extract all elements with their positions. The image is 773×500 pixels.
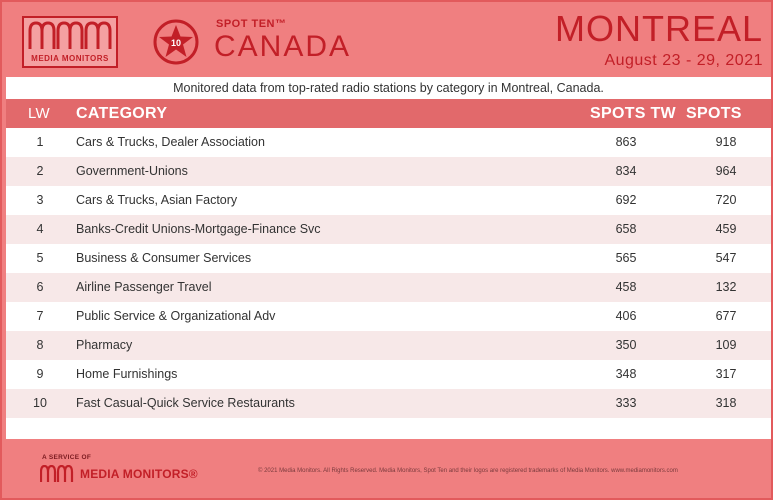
category-cell: Banks-Credit Unions-Mortgage-Finance Svc — [76, 222, 321, 236]
spot-ten-label: SPOT TEN™ — [216, 18, 287, 30]
category-cell: Home Furnishings — [76, 367, 178, 381]
category-cell: Cars & Trucks, Dealer Association — [76, 135, 265, 149]
service-of-label: A SERVICE OF — [42, 454, 92, 461]
table-row — [6, 244, 771, 273]
media-monitors-wave-icon — [28, 21, 114, 51]
column-header-spots-lw: SPOTS — [686, 105, 742, 122]
rank-cell: 5 — [36, 251, 44, 265]
table-row — [6, 215, 771, 244]
column-header-lw: LW — [28, 105, 50, 122]
footer-logo-text: MEDIA MONITORS® — [80, 467, 198, 481]
date-range: August 23 - 29, 2021 — [604, 52, 763, 69]
spots-lw-cell: 459 — [715, 222, 737, 236]
city-title: MONTREAL — [554, 8, 763, 49]
rank-cell: 7 — [36, 309, 44, 323]
spots-tw-cell: 692 — [615, 193, 637, 207]
table-row — [6, 157, 771, 186]
star-badge-icon — [152, 18, 200, 66]
rank-cell: 2 — [36, 164, 44, 178]
category-cell: Airline Passenger Travel — [76, 280, 212, 294]
spots-tw-cell: 658 — [615, 222, 637, 236]
spots-tw-cell: 406 — [615, 309, 637, 323]
table-row — [6, 360, 771, 389]
spots-lw-cell: 317 — [715, 367, 737, 381]
rank-cell: 1 — [36, 135, 44, 149]
media-monitors-logo — [22, 16, 118, 68]
spots-lw-cell: 964 — [715, 164, 737, 178]
table-row — [6, 128, 771, 157]
table-row — [6, 186, 771, 215]
rank-cell: 3 — [36, 193, 44, 207]
category-cell: Business & Consumer Services — [76, 251, 252, 265]
category-cell: Fast Casual-Quick Service Restaurants — [76, 396, 295, 410]
badge-number: 10 — [170, 38, 182, 48]
media-monitors-wave-icon — [40, 465, 76, 483]
subtitle: Monitored data from top-rated radio stations by category in Montreal, Canada. — [173, 81, 604, 95]
copyright-notice: © 2021 Media Monitors. All Rights Reserved. Media Monitors, Spot Ten and their logos are registered trademarks of Media Monitors. www.mediamonitors.com — [258, 468, 678, 474]
spots-tw-cell: 348 — [615, 367, 637, 381]
table-row — [6, 273, 771, 302]
spots-tw-cell: 834 — [615, 164, 637, 178]
table-body — [6, 128, 771, 418]
spots-lw-cell: 720 — [715, 193, 737, 207]
spots-tw-cell: 458 — [615, 280, 637, 294]
rank-cell: 9 — [36, 367, 44, 381]
table-header — [6, 99, 771, 128]
table-row — [6, 331, 771, 360]
rank-cell: 6 — [36, 280, 44, 294]
spots-tw-cell: 350 — [615, 338, 637, 352]
table-row — [6, 302, 771, 331]
category-cell: Public Service & Organizational Adv — [76, 309, 276, 323]
spots-lw-cell: 109 — [715, 338, 737, 352]
spots-lw-cell: 547 — [715, 251, 737, 265]
column-header-spots-tw: SPOTS TW — [590, 105, 676, 122]
rank-cell: 8 — [36, 338, 44, 352]
category-cell: Government-Unions — [76, 164, 188, 178]
table-row — [6, 389, 771, 418]
spots-lw-cell: 132 — [715, 280, 737, 294]
spots-tw-cell: 565 — [615, 251, 637, 265]
column-header-category: CATEGORY — [76, 105, 168, 122]
spots-tw-cell: 333 — [615, 396, 637, 410]
country-title: CANADA — [214, 30, 352, 63]
category-cell: Pharmacy — [76, 338, 133, 352]
table-panel — [6, 77, 771, 439]
rank-cell: 10 — [33, 396, 47, 410]
logo-text: MEDIA MONITORS — [31, 54, 109, 63]
category-cell: Cars & Trucks, Asian Factory — [76, 193, 238, 207]
spots-tw-cell: 863 — [615, 135, 637, 149]
spots-lw-cell: 318 — [715, 396, 737, 410]
rank-cell: 4 — [36, 222, 44, 236]
footer-media-monitors-logo — [40, 465, 212, 483]
spots-lw-cell: 918 — [715, 135, 737, 149]
spots-lw-cell: 677 — [715, 309, 737, 323]
